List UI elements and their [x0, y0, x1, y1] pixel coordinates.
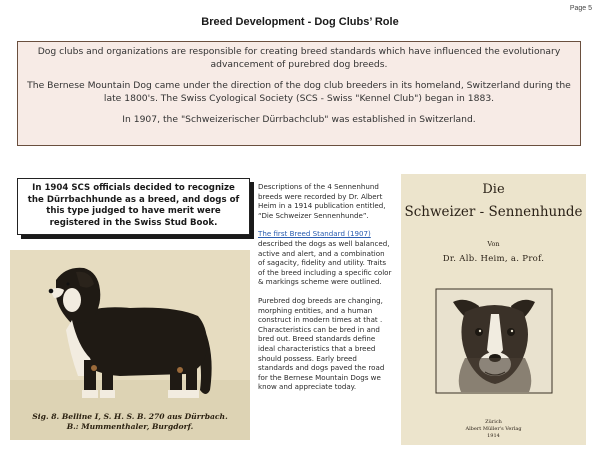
book-title-line: Schweizer - Sennenhunde [404, 204, 583, 220]
book-dog-portrait [435, 288, 553, 394]
caption-line: Sig. 8. Belline I, S. H. S. B. 270 aus Dürrbach. [32, 412, 228, 421]
intro-paragraph: Dog clubs and organizations are responsible for creating breed standards which have influenced the evolutionary advancement of purebred dog breeds. [37, 46, 561, 70]
intro-box [17, 41, 581, 146]
book-cover [401, 174, 586, 445]
book-publisher: Albert Müller's Verlag [465, 426, 522, 432]
intro-paragraph: In 1907, the "Schweizerischer Dürrbachclub" was established in Switzerland. [122, 114, 476, 125]
description-paragraph: Descriptions of the 4 Sennenhund breeds were recorded by Dr. Albert Heim in a 1914 publication entitled, “Die Schweizer Sennenhunde”. [258, 182, 386, 220]
book-publisher: Zürich [485, 419, 502, 425]
callout-text: In 1904 SCS officials decided to recognize the Dürrbachhunde as a breed, and dogs of this type judged to have merit were registered in the Swiss Stud Book. [27, 183, 240, 228]
intro-paragraph: The Bernese Mountain Dog came under the direction of the dog club breeders in its homeland, Switzerland during the late 1800's. The Swiss Cyological Society (SCS - Swiss "Kennel Club") began in 1883. [27, 80, 571, 104]
breed-standard-text: described the dogs as well balanced, active and alert, and a combination of sagacity, fidelity and utility. Traits of the breed including a specific color & markings scheme were outlined. [258, 238, 392, 287]
page-title: Breed Development - Dog Clubs’ Role [201, 16, 399, 28]
book-year: 1914 [487, 433, 500, 439]
caption-line: B.: Mummenthaler, Burgdorf. [66, 422, 194, 431]
book-by: Von [487, 240, 500, 248]
dog-photo [10, 250, 250, 440]
breed-standard-link[interactable]: The first Breed Standard (1907) [258, 229, 371, 239]
breed-standard-paragraph [258, 229, 393, 287]
book-author: Dr. Alb. Heim, a. Prof. [442, 254, 545, 264]
description-paragraph: Purebred dog breeds are changing, morphing entities, and a human construct in modern times at that . Characteristics can be bred in and bred out. Breed standards define ideal characteristics that a breed should possess. Early breed standards and dogs paved the road for the Bernese Mountain Dogs we know and appreciate today. [258, 295, 385, 392]
page-number: Page 5 [569, 5, 592, 12]
dog-photo-caption [10, 412, 250, 432]
callout-box [17, 178, 250, 235]
book-title-line: Die [482, 182, 505, 197]
description-column [258, 182, 393, 401]
